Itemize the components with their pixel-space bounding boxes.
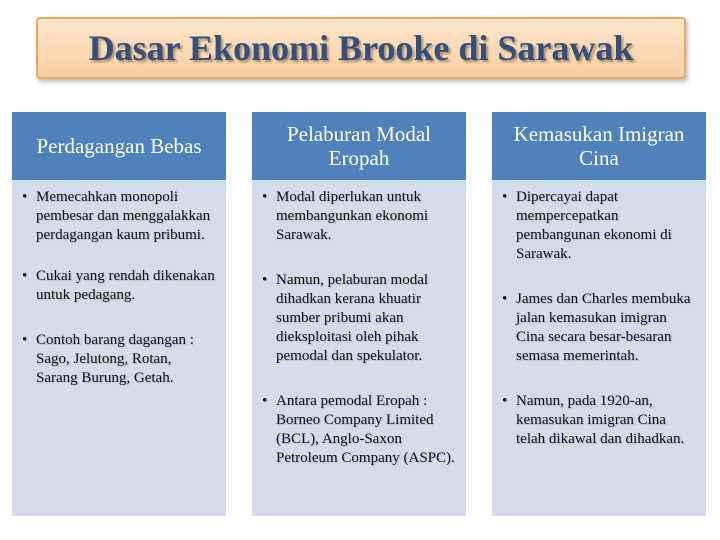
list-item-text: Modal diperlukan untuk membangunkan ekonomi Sarawak. xyxy=(276,189,429,243)
list-item-text: James dan Charles membuka jalan kemasukan imigran Cina secara besar-besaran semasa memerintah. xyxy=(516,291,691,364)
bullet-list xyxy=(20,188,216,388)
list-item xyxy=(260,188,456,245)
list-item xyxy=(20,188,216,245)
column-body xyxy=(252,180,466,516)
list-item xyxy=(500,290,696,366)
column-body xyxy=(12,180,226,516)
bullet-icon: • xyxy=(22,268,28,284)
column-perdagangan-bebas xyxy=(12,112,226,516)
title-banner xyxy=(36,17,686,79)
list-item xyxy=(260,271,456,366)
bullet-icon: • xyxy=(502,189,508,205)
bullet-icon: • xyxy=(262,189,268,205)
bullet-icon: • xyxy=(22,332,28,348)
column-header: Perdagangan Bebas xyxy=(12,112,226,180)
bullet-icon: • xyxy=(22,189,28,205)
column-body xyxy=(492,180,706,516)
list-item-text: Dipercayai dapat mempercepatkan pembangunan ekonomi di Sarawak. xyxy=(516,189,672,262)
list-item-text: Memecahkan monopoli pembesar dan menggalakkan perdagangan kaum pribumi. xyxy=(36,189,211,243)
list-item-text: Namun, pelaburan modal dihadkan kerana khuatir sumber pribumi akan dieksploitasi oleh pihak pemodal dan spekulator. xyxy=(276,272,429,364)
column-pelaburan-modal-eropah xyxy=(252,112,466,516)
bullet-list xyxy=(260,188,456,468)
column-header: Pelaburan Modal Eropah xyxy=(252,112,466,180)
list-item xyxy=(500,188,696,264)
slide-title: Dasar Ekonomi Brooke di Sarawak xyxy=(88,28,634,68)
bullet-icon: • xyxy=(262,393,268,409)
list-item xyxy=(20,267,216,305)
column-kemasukan-imigran-cina xyxy=(492,112,706,516)
list-item xyxy=(260,392,456,468)
list-item-text: Contoh barang dagangan : Sago, Jelutong, Rotan, Sarang Burung, Getah. xyxy=(36,332,194,386)
bullet-icon: • xyxy=(502,291,508,307)
list-item xyxy=(20,331,216,388)
bullet-list xyxy=(500,188,696,449)
list-item-text: Cukai yang rendah dikenakan untuk pedagang. xyxy=(36,268,215,303)
bullet-icon: • xyxy=(502,393,508,409)
column-header: Kemasukan Imigran Cina xyxy=(492,112,706,180)
list-item-text: Antara pemodal Eropah : Borneo Company Limited (BCL), Anglo-Saxon Petroleum Company (ASPC). xyxy=(276,393,455,466)
bullet-icon: • xyxy=(262,272,268,288)
list-item xyxy=(500,392,696,449)
list-item-text: Namun, pada 1920-an, kemasukan imigran Cina telah dikawal dan dihadkan. xyxy=(516,393,685,447)
